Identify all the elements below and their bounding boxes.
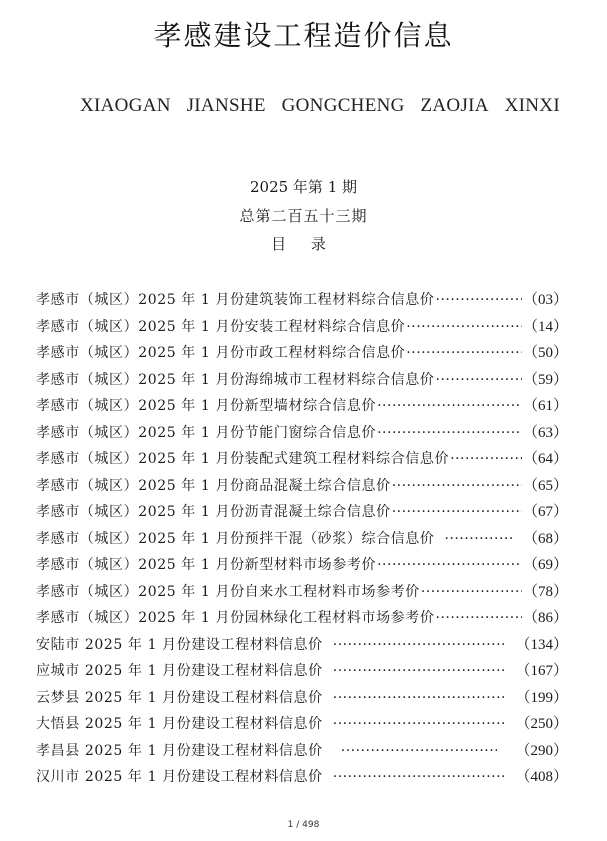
leader-dots bbox=[392, 477, 522, 495]
toc-entry[interactable] bbox=[36, 715, 568, 742]
toc-entry-page: （78） bbox=[522, 583, 568, 600]
toc-entry-label: 孝感市（城区）2025 年 1 月份新型材料市场参考价 bbox=[36, 557, 377, 573]
toc-entry[interactable] bbox=[36, 609, 568, 636]
toc-entry-page: （63） bbox=[522, 424, 568, 441]
toc-entry-page: （59） bbox=[522, 371, 568, 388]
toc-entry-page: （408） bbox=[515, 769, 568, 785]
toc-entry[interactable] bbox=[36, 424, 568, 451]
subtitle-word: XIAOGAN bbox=[80, 95, 171, 116]
toc-entry[interactable] bbox=[36, 768, 568, 795]
leader-dots bbox=[333, 715, 508, 733]
toc-entry-label: 云梦县 2025 年 1 月份建设工程材料信息价 bbox=[36, 689, 323, 706]
subtitle-word: GONGCHENG bbox=[281, 95, 405, 116]
toc-entry-page: （250） bbox=[515, 716, 568, 732]
toc-entry-page: （199） bbox=[515, 689, 568, 706]
toc-entry[interactable] bbox=[36, 556, 568, 583]
toc-entry-label: 孝感市（城区）2025 年 1 月份预拌干混（砂浆）综合信息价 bbox=[36, 530, 435, 547]
toc-entry-page: （64） bbox=[522, 451, 568, 467]
toc-entry-page: （65） bbox=[522, 477, 568, 494]
toc-entry-label: 孝昌县 2025 年 1 月份建设工程材料信息价 bbox=[36, 742, 323, 759]
toc-entry-label: 应城市 2025 年 1 月份建设工程材料信息价 bbox=[36, 663, 323, 679]
subtitle-word: ZAOJIA bbox=[420, 95, 489, 116]
toc-entry-label: 孝感市（城区）2025 年 1 月份商品混凝土综合信息价 bbox=[36, 477, 391, 494]
toc-entry-label: 孝感市（城区）2025 年 1 月份装配式建筑工程材料综合信息价 bbox=[36, 451, 450, 467]
toc-entry-page: （61） bbox=[522, 398, 568, 414]
toc-entry[interactable] bbox=[36, 530, 568, 557]
toc-heading: 目 录 bbox=[271, 235, 336, 253]
toc-entry-page: （50） bbox=[522, 345, 568, 361]
toc-entry-page: （290） bbox=[515, 742, 568, 759]
leader-dots bbox=[436, 371, 522, 389]
toc-entry-label: 孝感市（城区）2025 年 1 月份市政工程材料综合信息价 bbox=[36, 345, 406, 361]
leader-dots bbox=[377, 424, 522, 442]
toc-entry-page: （03） bbox=[522, 292, 568, 308]
toc-entry[interactable] bbox=[36, 450, 568, 477]
issue-number: 2025 年第 1 期 bbox=[249, 178, 358, 196]
toc-entry-label: 安陆市 2025 年 1 月份建设工程材料信息价 bbox=[36, 636, 323, 653]
toc-entry[interactable] bbox=[36, 477, 568, 504]
toc-entry[interactable] bbox=[36, 742, 568, 769]
toc-entry-label: 汉川市 2025 年 1 月份建设工程材料信息价 bbox=[36, 769, 323, 785]
leader-dots bbox=[377, 397, 522, 415]
leader-dots bbox=[377, 556, 522, 574]
toc-entry[interactable] bbox=[36, 371, 568, 398]
toc-entry[interactable] bbox=[36, 291, 568, 318]
toc-entry-page: （86） bbox=[522, 610, 568, 626]
leader-dots bbox=[436, 609, 522, 627]
toc-entry[interactable] bbox=[36, 583, 568, 610]
leader-dots bbox=[406, 344, 522, 362]
toc-entry-label: 孝感市（城区）2025 年 1 月份沥青混凝土综合信息价 bbox=[36, 504, 391, 520]
toc-entry-label: 孝感市（城区）2025 年 1 月份园林绿化工程材料市场参考价 bbox=[36, 610, 435, 626]
toc-entry-label: 孝感市（城区）2025 年 1 月份海绵城市工程材料综合信息价 bbox=[36, 371, 435, 388]
toc-entry[interactable] bbox=[36, 503, 568, 530]
toc-entry-label: 孝感市（城区）2025 年 1 月份节能门窗综合信息价 bbox=[36, 424, 377, 441]
toc-entry[interactable] bbox=[36, 636, 568, 663]
toc-entry[interactable] bbox=[36, 344, 568, 371]
toc-entry[interactable] bbox=[36, 397, 568, 424]
leader-dots bbox=[333, 636, 508, 654]
toc-entry-label: 孝感市（城区）2025 年 1 月份安装工程材料综合信息价 bbox=[36, 318, 406, 335]
leader-dots bbox=[436, 291, 522, 309]
leader-dots bbox=[445, 530, 515, 548]
toc-entry[interactable] bbox=[36, 318, 568, 345]
document-title: 孝感建设工程造价信息 bbox=[153, 19, 454, 52]
toc-entry-page: （134） bbox=[515, 636, 568, 653]
toc-entry[interactable] bbox=[36, 662, 568, 689]
leader-dots bbox=[341, 742, 498, 760]
toc-entry-page: （167） bbox=[515, 663, 568, 679]
toc-entry-page: （67） bbox=[522, 504, 568, 520]
toc-entry-label: 孝感市（城区）2025 年 1 月份新型墙材综合信息价 bbox=[36, 398, 377, 414]
table-of-contents bbox=[36, 291, 568, 795]
toc-entry-page: （68） bbox=[522, 530, 568, 547]
toc-entry-page: （69） bbox=[522, 557, 568, 573]
document-subtitle-pinyin bbox=[80, 95, 560, 117]
leader-dots bbox=[450, 450, 522, 468]
subtitle-word: XINXI bbox=[504, 95, 560, 116]
leader-dots bbox=[406, 318, 522, 336]
toc-entry-label: 孝感市（城区）2025 年 1 月份建筑装饰工程材料综合信息价 bbox=[36, 292, 435, 308]
toc-entry-label: 大悟县 2025 年 1 月份建设工程材料信息价 bbox=[36, 716, 323, 732]
subtitle-word: JIANSHE bbox=[186, 95, 266, 116]
toc-entry[interactable] bbox=[36, 689, 568, 716]
toc-entry-page: （14） bbox=[522, 318, 568, 335]
leader-dots bbox=[333, 689, 508, 707]
leader-dots bbox=[333, 662, 508, 680]
leader-dots bbox=[333, 768, 508, 786]
leader-dots bbox=[421, 583, 522, 601]
page-indicator: 1 / 498 bbox=[287, 820, 320, 830]
leader-dots bbox=[392, 503, 522, 521]
toc-entry-label: 孝感市（城区）2025 年 1 月份自来水工程材料市场参考价 bbox=[36, 583, 420, 600]
total-issue-number: 总第二百五十三期 bbox=[239, 207, 368, 225]
